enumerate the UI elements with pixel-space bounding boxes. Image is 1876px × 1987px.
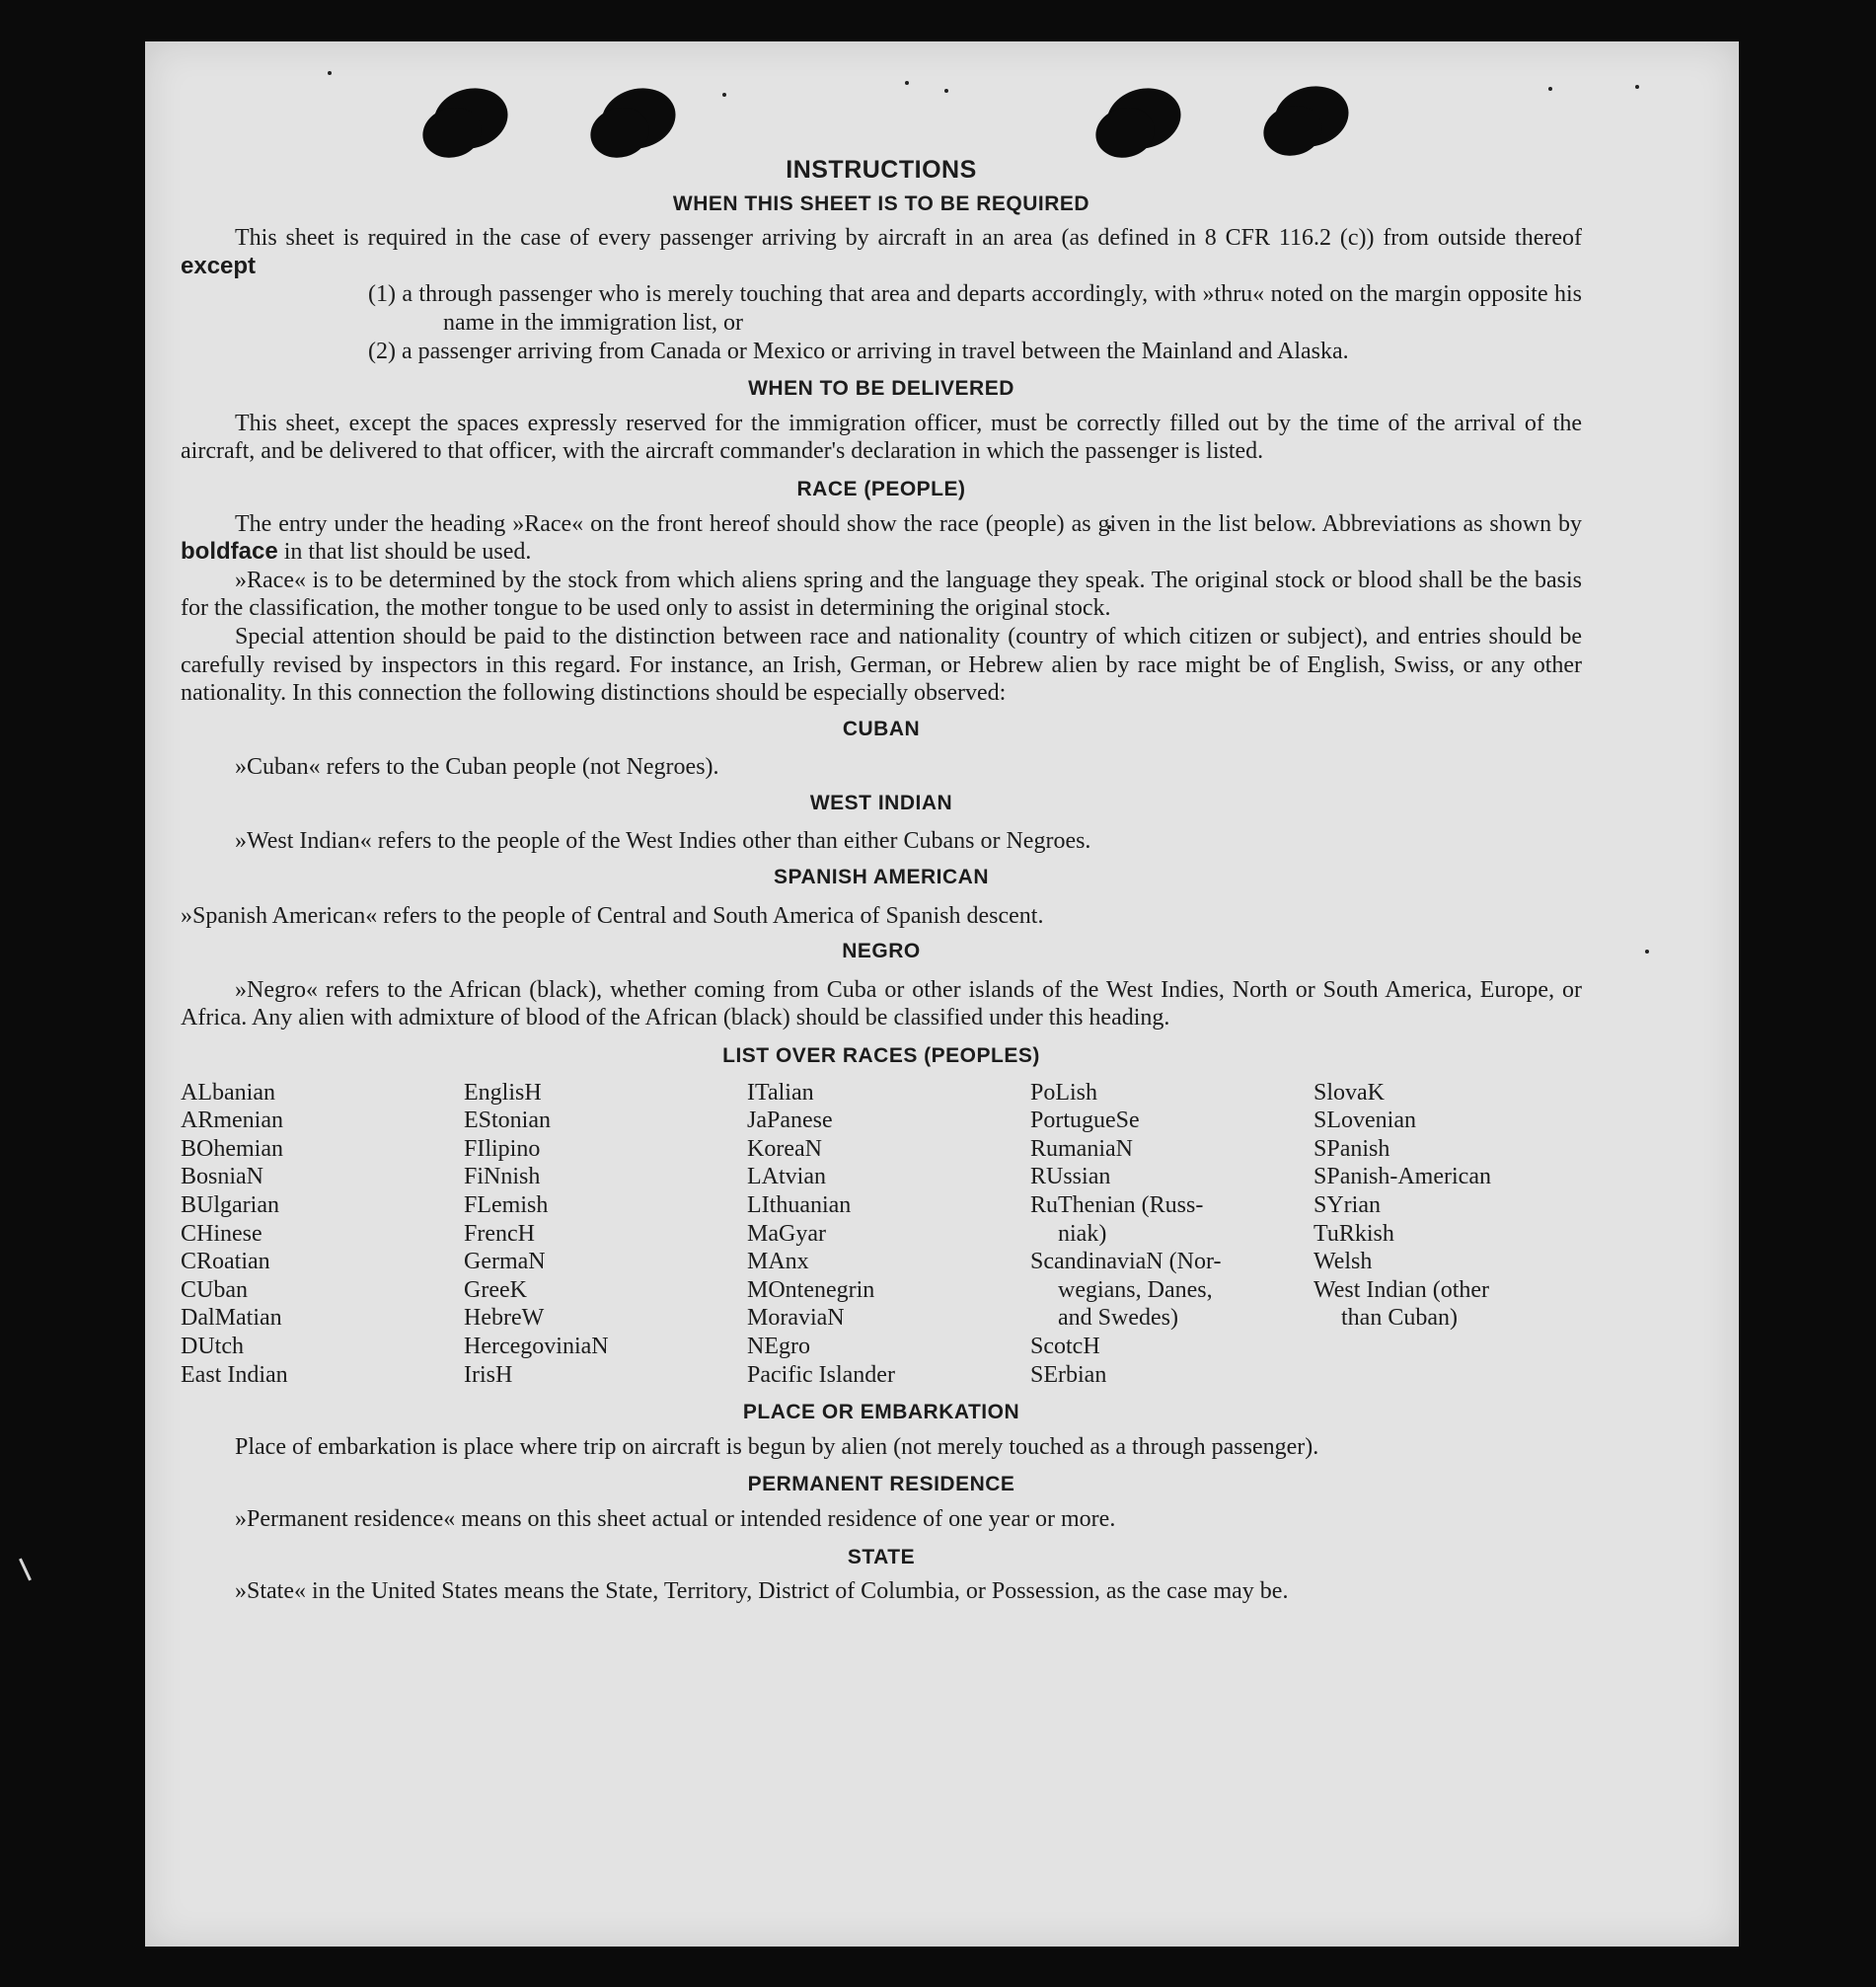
race-item: PoLish [1030,1079,1098,1106]
race-item: BosniaN [181,1164,263,1190]
races-column-2 [464,1079,747,1390]
race-item: RUssian [1030,1164,1111,1190]
race-item: LIthuanian [747,1192,852,1218]
race-p1-b: in that list should be used. [283,539,532,566]
race-item: RumaniaN [1030,1135,1133,1162]
dust-speck [1635,85,1639,89]
when-required-item-1: (1) a through passenger who is merely touching that area and departs accordingly, with »thru« noted on the margin opposite his name in the immigration list, or [368,281,1582,336]
race-item: FIlipino [464,1135,541,1162]
race-item: HercegoviniaN [464,1333,609,1359]
race-item: East Indian [181,1361,288,1388]
race-item: GermaN [464,1249,546,1275]
race-item: Welsh [1313,1249,1373,1275]
race-item-continuation: niak) [1058,1220,1107,1247]
punch-hole-1 [427,80,515,157]
race-item: TuRkish [1313,1220,1394,1247]
races-column-4 [1030,1079,1313,1390]
race-item: FrencH [464,1220,535,1247]
instructions-content [181,156,1582,1606]
race-item: HebreW [464,1305,545,1332]
race-p1-bold: boldface [181,538,278,566]
race-item: MoraviaN [747,1305,845,1332]
when-delivered-text: This sheet, except the spaces expressly reserved for the immigration officer, must be correctly filled out by the time of the arrival of the aircraft, and be delivered to that officer, with the aircraft commander's declaration in which the passenger is listed. [181,410,1582,465]
race-item: West Indian (other [1313,1276,1490,1303]
race-item: CHinese [181,1220,263,1247]
except-word: except [181,252,257,279]
when-required-intro [181,224,1582,280]
spanish-american-text: »Spanish American« refers to the people of Central and South America of Spanish descent. [181,902,1044,929]
race-item: SLovenian [1313,1108,1416,1134]
state-text: »State« in the United States means the State, Territory, District of Columbia, or Possession, as the case may be. [235,1578,1289,1605]
dust-speck [722,93,726,97]
races-list [181,1079,1582,1390]
state-heading: STATE [847,1545,916,1568]
races-column-3 [747,1079,1030,1390]
spanish-american-heading: SPANISH AMERICAN [773,866,989,889]
race-item-continuation: wegians, Danes, [1058,1276,1213,1303]
race-item: ARmenian [181,1108,283,1134]
race-item: ScandinaviaN (Nor- [1030,1249,1222,1275]
race-item: SPanish [1313,1135,1390,1162]
race-item: BUlgarian [181,1192,279,1218]
race-item: ITalian [747,1079,814,1106]
negro-text: »Negro« refers to the African (black), whether coming from Cuba or other islands of the West Indies, North or South America, Europe, or Africa. Any alien with admixture of blood of the African (black) should be classified under this heading. [181,976,1582,1032]
race-item: FLemish [464,1192,549,1218]
races-column-5 [1313,1079,1597,1390]
dust-speck [905,81,909,85]
punch-hole-4 [1268,78,1356,155]
instructions-title: INSTRUCTIONS [786,156,977,184]
race-item: IrisH [464,1361,513,1388]
race-item: MaGyar [747,1220,826,1247]
permanent-residence-text: »Permanent residence« means on this sheet actual or intended residence of one year or more. [235,1505,1116,1532]
dust-speck [1645,950,1649,954]
race-item: BOhemian [181,1135,283,1162]
when-required-intro-text: This sheet is required in the case of every passenger arriving by aircraft in an area (as defined in 8 CFR 116.2 (c)) from outside thereof [235,225,1582,252]
race-item: ALbanian [181,1079,275,1106]
race-paragraph-2: »Race« is to be determined by the stock from which aliens spring and the language they speak. The original stock or blood shall be the basis for the classification, the mother tongue to be used only to assist in determining the original stock. [181,567,1582,622]
race-item: EStonian [464,1108,551,1134]
embarkation-heading: PLACE OR EMBARKATION [742,1401,1020,1424]
race-item: SlovaK [1313,1079,1385,1106]
race-heading: RACE (PEOPLE) [796,477,966,500]
punch-hole-3 [1100,80,1188,157]
race-item: DalMatian [181,1305,282,1332]
cuban-heading: CUBAN [842,717,921,740]
dust-speck [944,89,948,93]
negro-heading: NEGRO [842,940,921,963]
race-item: MOntenegrin [747,1276,875,1303]
when-required-heading: WHEN THIS SHEET IS TO BE REQUIRED [672,191,1090,215]
race-item: SErbian [1030,1361,1107,1388]
cuban-text: »Cuban« refers to the Cuban people (not Negroes). [235,754,719,781]
races-list-heading: LIST OVER RACES (PEOPLES) [722,1044,1040,1068]
race-item: DUtch [181,1333,244,1359]
west-indian-heading: WEST INDIAN [809,791,953,814]
when-delivered-heading: WHEN TO BE DELIVERED [748,377,1014,401]
race-paragraph-3: Special attention should be paid to the distinction between race and nationality (country of which citizen or subject), and entries should be carefully revised by inspectors in this regard. For instance, an Irish, German, or Hebrew alien by race might be of English, Swiss, or any other nationality. In this connection the following distinctions should be especially observed: [181,623,1582,707]
races-column-1 [181,1079,464,1390]
race-item: RuThenian (Russ- [1030,1192,1204,1218]
race-item: LAtvian [747,1164,826,1190]
race-paragraph-1 [181,510,1582,567]
punch-hole-2 [595,80,683,157]
race-item: MAnx [747,1249,809,1275]
race-item: CRoatian [181,1249,270,1275]
race-item: CUban [181,1276,248,1303]
race-item: FiNnish [464,1164,541,1190]
embarkation-text: Place of embarkation is place where trip on aircraft is begun by alien (not merely touched as a through passenger). [235,1433,1319,1460]
dust-speck [328,71,332,75]
race-item: NEgro [747,1333,810,1359]
race-item: KoreaN [747,1135,822,1162]
race-p1-a: The entry under the heading »Race« on the front hereof should show the race (people) as given in the list below. Abbreviations as shown by [235,510,1582,537]
race-item: EnglisH [464,1079,542,1106]
west-indian-text: »West Indian« refers to the people of the West Indies other than either Cubans or Negroes. [235,828,1091,855]
permanent-residence-heading: PERMANENT RESIDENCE [747,1473,1015,1496]
race-item: SPanish-American [1313,1164,1491,1190]
race-item: GreeK [464,1276,527,1303]
when-required-item-2: (2) a passenger arriving from Canada or Mexico or arriving in travel between the Mainland and Alaska. [368,338,1349,364]
race-item: SYrian [1313,1192,1381,1218]
race-item-continuation: and Swedes) [1058,1305,1178,1332]
race-item: JaPanese [747,1108,833,1134]
race-item-continuation: than Cuban) [1341,1305,1458,1332]
race-item: PortugueSe [1030,1108,1140,1134]
race-item: ScotcH [1030,1333,1100,1359]
dust-speck [1548,87,1552,91]
film-edge-mark [19,1558,32,1580]
race-item: Pacific Islander [747,1361,895,1388]
